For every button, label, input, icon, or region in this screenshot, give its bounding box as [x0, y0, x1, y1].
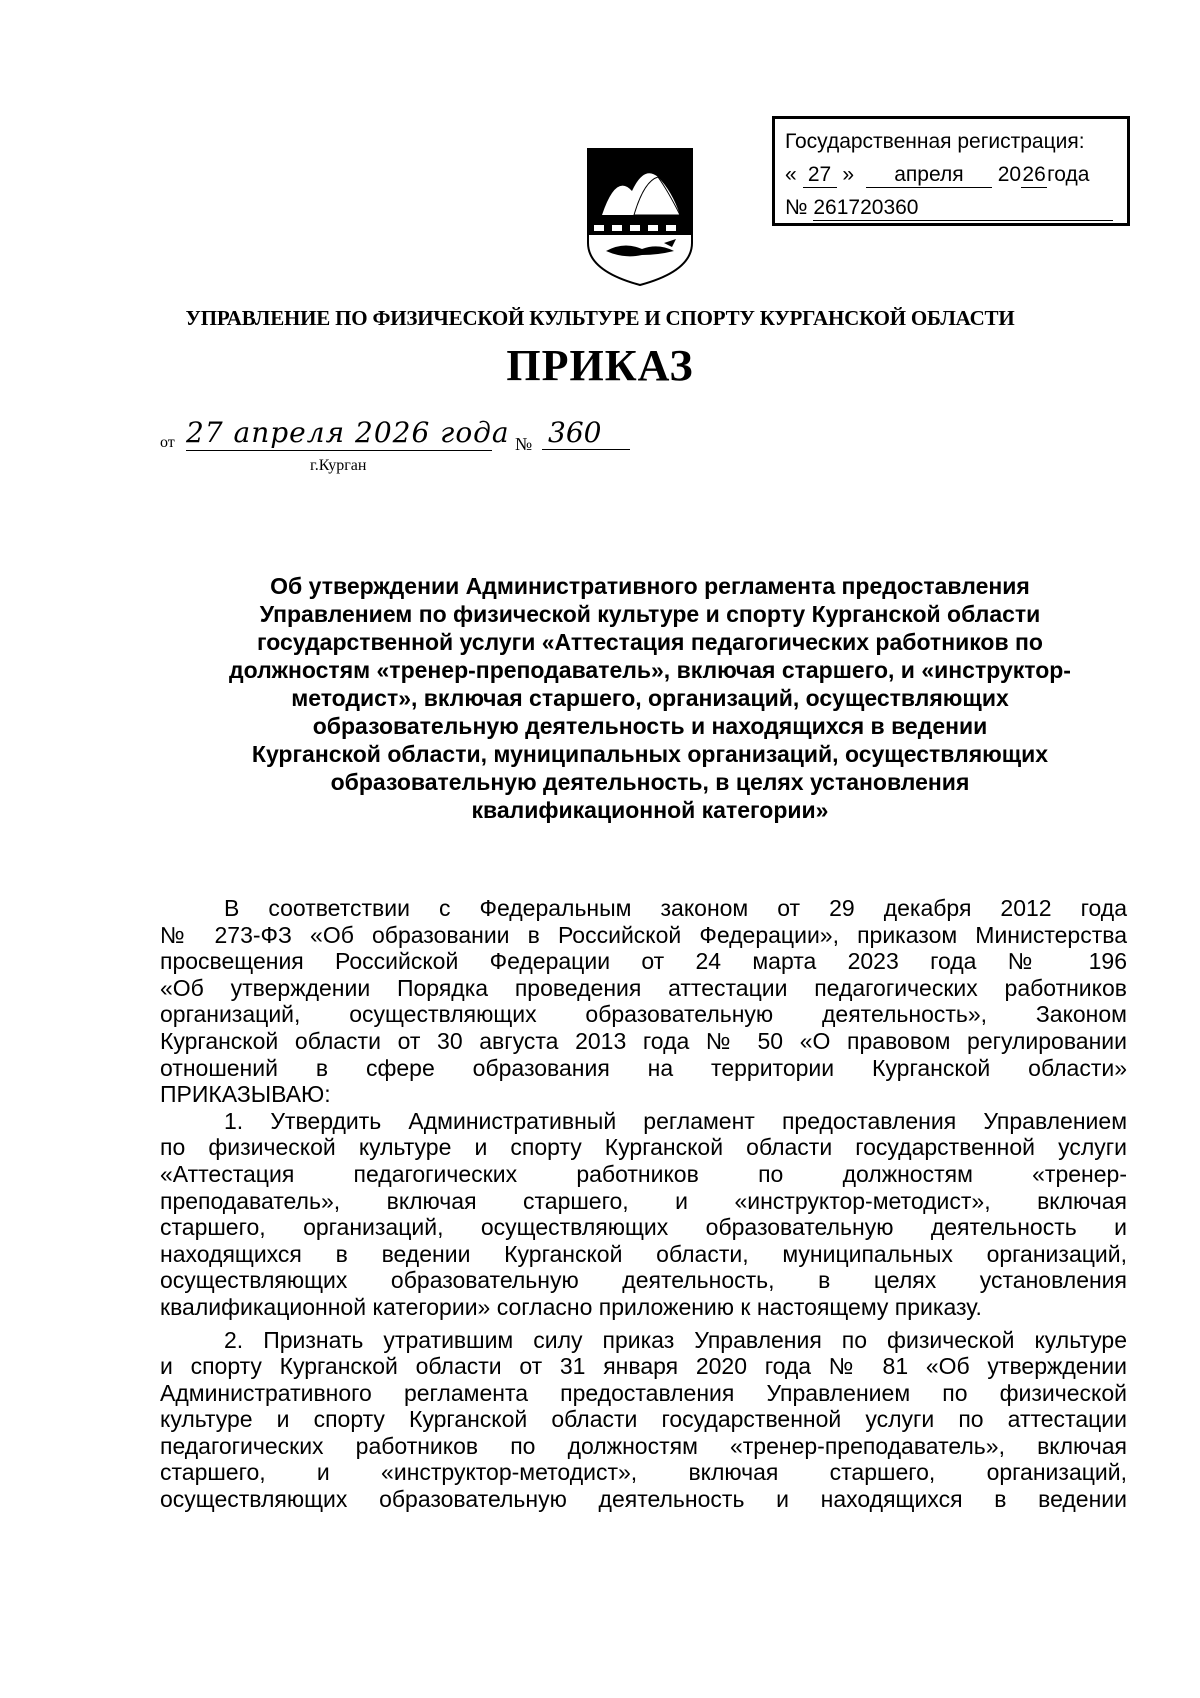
- number-label: №: [515, 434, 533, 454]
- registration-day: 27: [803, 163, 837, 188]
- city-label: г.Курган: [310, 457, 367, 474]
- from-label: от: [160, 434, 175, 451]
- organization-title: УПРАВЛЕНИЕ ПО ФИЗИЧЕСКОЙ КУЛЬТУРЕ И СПОРТУ КУРГАНСКОЙ ОБЛАСТИ: [185, 306, 1015, 330]
- order-date-number-line: [160, 416, 680, 460]
- item1-line: находящихся в ведении Курганской области, муниципальных организаций,: [160, 1240, 1127, 1267]
- coat-of-arms-icon: [584, 147, 696, 287]
- subject-line: Об утверждении Административного регламента предоставления: [270, 573, 1030, 599]
- preamble-line: № 273-ФЗ «Об образовании в Российской Федерации», приказом Министерства: [160, 921, 1127, 948]
- registration-year-suffix: 26: [1022, 163, 1046, 186]
- state-registration-box: [772, 116, 1130, 226]
- preamble-line: организаций, осуществляющих образовательную деятельность», Законом: [160, 1001, 1127, 1028]
- registration-year-prefix: 20: [997, 163, 1022, 186]
- registration-number: 261720360: [813, 196, 1113, 221]
- number-sign: №: [785, 196, 808, 219]
- subject-line: образовательную деятельность, в целях установления: [330, 769, 970, 795]
- item2-line: и спорту Курганской области от 31 января 2020 года № 81 «Об утверждении: [160, 1353, 1127, 1380]
- document-type-title: ПРИКАЗ: [506, 341, 694, 390]
- orders-keyword: ПРИКАЗЫВАЮ:: [160, 1081, 331, 1108]
- item1-line: старшего, организаций, осуществляющих образовательную деятельность и: [160, 1214, 1127, 1241]
- preamble-line: В соответствии с Федеральным законом от 29 декабря 2012 года: [224, 895, 1127, 921]
- handwritten-order-date: 27 апреля 2026 года: [186, 416, 510, 449]
- item1-line: 1. Утвердить Административный регламент предоставления Управлением: [224, 1107, 1127, 1134]
- preamble-line: просвещения Российской Федерации от 24 марта 2023 года № 196: [160, 948, 1127, 975]
- subject-line: должностям «тренер-преподаватель», включая старшего, и «инструктор-: [229, 657, 1071, 683]
- preamble-line: Курганской области от 30 августа 2013 года № 50 «О правовом регулировании: [160, 1027, 1127, 1054]
- item2-line: осуществляющих образовательную деятельность и находящихся в ведении: [160, 1486, 1127, 1513]
- item2-line: педагогических работников по должностям «тренер-преподаватель», включая: [160, 1432, 1127, 1459]
- subject-line: квалификационной категории»: [471, 797, 829, 823]
- item1-line: осуществляющих образовательную деятельность, в целях установления: [160, 1267, 1127, 1294]
- preamble-line: отношений в сфере образования на территории Курганской области»: [160, 1054, 1127, 1081]
- handwritten-order-number: 360: [542, 416, 630, 450]
- subject-line: Курганской области, муниципальных организаций, осуществляющих: [251, 741, 1049, 767]
- order-body: [160, 895, 1127, 1513]
- item2-line: Административного регламента предоставления Управлением по физической: [160, 1379, 1127, 1406]
- open-quote: «: [785, 163, 797, 186]
- close-quote: »: [842, 163, 855, 186]
- registration-number-line: [785, 191, 1117, 224]
- item2-line: культуре и спорту Курганской области государственной услуги по аттестации: [160, 1406, 1127, 1433]
- registration-month: апреля: [866, 163, 992, 188]
- subject-line: Управлением по физической культуре и спорту Курганской области: [259, 601, 1041, 627]
- order-subject: [190, 572, 1110, 824]
- registration-date: [785, 158, 1117, 191]
- item1-line: по физической культуре и спорту Курганской области государственной услуги: [160, 1134, 1127, 1161]
- item1-line: «Аттестация педагогических работников по должностям «тренер-: [160, 1160, 1127, 1187]
- item1-line: преподаватель», включая старшего, и «инструктор-методист», включая: [160, 1187, 1127, 1214]
- item1-line: квалификационной категории» согласно приложению к настоящему приказу.: [160, 1293, 982, 1320]
- preamble-line: «Об утверждении Порядка проведения аттестации педагогических работников: [160, 974, 1127, 1001]
- subject-line: образовательную деятельность и находящихся в ведении: [312, 713, 988, 739]
- subject-line: методист», включая старшего, организаций, осуществляющих: [291, 685, 1009, 711]
- subject-line: государственной услуги «Аттестация педагогических работников по: [257, 629, 1043, 655]
- registration-year-word: года: [1047, 163, 1090, 186]
- item2-line: 2. Признать утратившим силу приказ Управления по физической культуре: [224, 1326, 1127, 1353]
- item2-line: старшего, и «инструктор-методист», включая старшего, организаций,: [160, 1459, 1127, 1486]
- registration-caption: Государственная регистрация:: [785, 130, 1085, 153]
